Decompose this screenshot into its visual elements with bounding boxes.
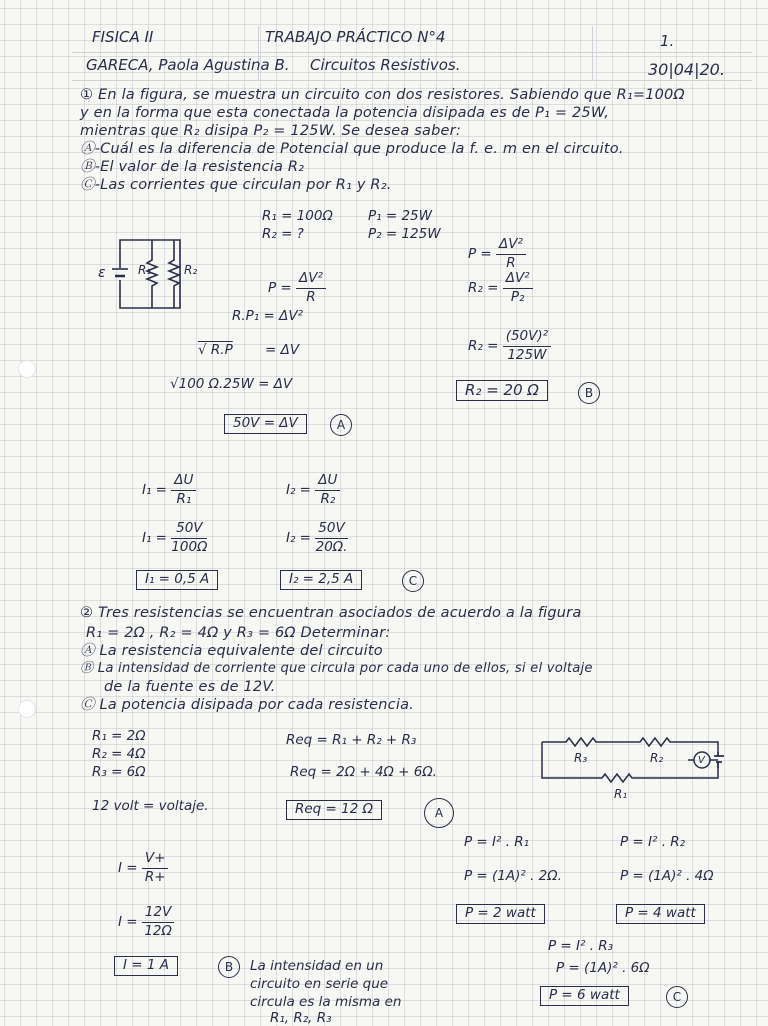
data-p2: P₂ = 125W — [368, 226, 441, 242]
problem1-line: Ⓒ-Las corrientes que circulan por R₁ y R₂. — [80, 177, 392, 193]
sheet-number: 1. — [660, 32, 675, 50]
formula-power-b: P = $\frac{\text{ΔV²}}{R}$ — [468, 238, 526, 270]
p1-formula: P = I² . R₁ — [464, 834, 530, 850]
p1-result: P = 2 watt — [456, 904, 545, 924]
tag-b-1: B — [578, 382, 600, 404]
req-result: Req = 12 Ω — [286, 800, 382, 820]
topic: Circuitos Resistivos. — [310, 56, 461, 74]
header-rule — [72, 80, 752, 81]
result-a: 50V = ΔV — [224, 414, 307, 434]
r2-label-2: R₂ — [650, 751, 664, 765]
source-label: V — [698, 755, 705, 766]
tag-b-2: B — [218, 956, 240, 978]
tag-a-2: A — [424, 798, 454, 828]
step-rp: R.P₁ = ΔV² — [232, 308, 304, 324]
i-value: I = $\frac{12V}{12\Omega}$ — [118, 906, 174, 938]
i1-formula: I₁ = $\frac{\Delta U}{\text{R₁}}$ — [142, 474, 196, 506]
data-r2-2: R₂ = 4Ω — [92, 746, 146, 762]
date: 30|04|20. — [648, 60, 725, 79]
numerator: ΔV² — [296, 272, 326, 289]
problem2-line: Ⓒ La potencia disipada por cada resistencia. — [80, 697, 414, 713]
punch-hole — [18, 360, 36, 378]
subject: FISICA II — [92, 28, 154, 46]
header-divider — [592, 26, 593, 80]
p2-substitute: P = (1A)² . 4Ω — [620, 868, 714, 884]
problem1-line: ① En la figura, se muestra un circuito con dos resistores. Sabiendo que R₁=100Ω — [80, 87, 685, 103]
result-b: R₂ = 20 Ω — [456, 380, 548, 401]
current-note-line: R₁, R₂, R₃ — [270, 1010, 332, 1026]
current-note-line: circuito en serie que — [250, 976, 389, 992]
p2-result: P = 4 watt — [616, 904, 705, 924]
root-rhs: = ΔV — [265, 342, 300, 358]
formula-lhs: P = — [268, 280, 292, 296]
student-name: GARECA, Paola Agustina B. — [86, 56, 290, 74]
problem2-line: de la fuente es de 12V. — [104, 679, 276, 695]
problem1-line: mientras que R₂ disipa P₂ = 125W. Se desea saber: — [80, 123, 461, 139]
p3-substitute: P = (1A)² . 6Ω — [556, 960, 650, 976]
p1-substitute: P = (1A)² . 2Ω. — [464, 868, 562, 884]
data-p1: P₁ = 25W — [368, 208, 432, 224]
current-note-line: La intensidad en un — [250, 958, 384, 974]
r2-substitute: R₂ = $\frac{\text{(50V)²}}{125W}$ — [468, 330, 551, 362]
step-substitute: √100 Ω.25W = ΔV — [170, 376, 293, 392]
data-r3-2: R₃ = 6Ω — [92, 764, 146, 780]
fraction — [296, 272, 326, 304]
p2-formula: P = I² . R₂ — [620, 834, 686, 850]
data-r2: R₂ = ? — [262, 226, 304, 242]
i2-value: I₂ = $\frac{50V}{20\Omega.}$ — [286, 520, 348, 555]
current-note-line: circula es la misma en — [250, 994, 402, 1010]
i2-formula: I₂ = $\frac{\Delta U}{\text{R₂}}$ — [286, 474, 340, 506]
i1-value: I₁ = $\frac{50V}{100\Omega}$ — [142, 520, 208, 555]
data-r1-2: R₁ = 2Ω — [92, 728, 146, 744]
tag-c-2: C — [666, 986, 688, 1008]
problem2-line: Ⓐ La resistencia equivalente del circuito — [80, 643, 383, 659]
r2-label: R₂ — [184, 263, 198, 277]
r1-label-2: R₁ — [614, 787, 628, 801]
tag-c-1: C — [402, 570, 424, 592]
i-result: I = 1 A — [114, 956, 178, 976]
i-formula: I = $\frac{V+}{R+}$ — [118, 852, 168, 884]
denominator: R — [306, 288, 316, 305]
root-expression: √ R.P — [198, 342, 233, 358]
result-i2: I₂ = 2,5 A — [280, 570, 362, 590]
problem2-line: Ⓑ La intensidad de corriente que circula por cada uno de ellos, si el voltaje — [80, 661, 593, 676]
problem1-line: Ⓑ-El valor de la resistencia R₂ — [80, 159, 305, 175]
voltage-note: 12 volt = voltaje. — [92, 798, 209, 814]
tag-a-1: A — [330, 414, 352, 436]
problem1-line: y en la forma que esta conectada la potencia disipada es de P₁ = 25W, — [80, 105, 610, 121]
problem1-line: Ⓐ-Cuál es la diferencia de Potencial que produce la f. e. m en el circuito. — [80, 141, 624, 157]
punch-hole — [18, 700, 36, 718]
problem2-line: ② Tres resistencias se encuentran asociados de acuerdo a la figura — [80, 605, 582, 621]
r1-label: R₁ — [138, 263, 152, 277]
series-circuit-diagram — [540, 736, 740, 786]
step-root — [198, 344, 299, 358]
emf-label: ε — [98, 265, 106, 281]
problem2-line: R₁ = 2Ω , R₂ = 4Ω y R₃ = 6Ω Determinar: — [86, 625, 391, 641]
r2-formula: R₂ = $\frac{\text{ΔV²}}{\text{P₂}}$ — [468, 272, 533, 304]
result-i1: I₁ = 0,5 A — [136, 570, 218, 590]
r3-label-2: R₃ — [574, 751, 588, 765]
header-rule — [72, 52, 752, 53]
req-formula: Req = R₁ + R₂ + R₃ — [286, 732, 417, 748]
p3-formula: P = I² . R₃ — [548, 938, 614, 954]
p3-result: P = 6 watt — [540, 986, 629, 1006]
data-r1: R₁ = 100Ω — [262, 208, 333, 224]
req-substitute: Req = 2Ω + 4Ω + 6Ω. — [290, 764, 437, 780]
page-title: TRABAJO PRÁCTICO N°4 — [265, 28, 446, 46]
formula-power — [268, 272, 326, 304]
